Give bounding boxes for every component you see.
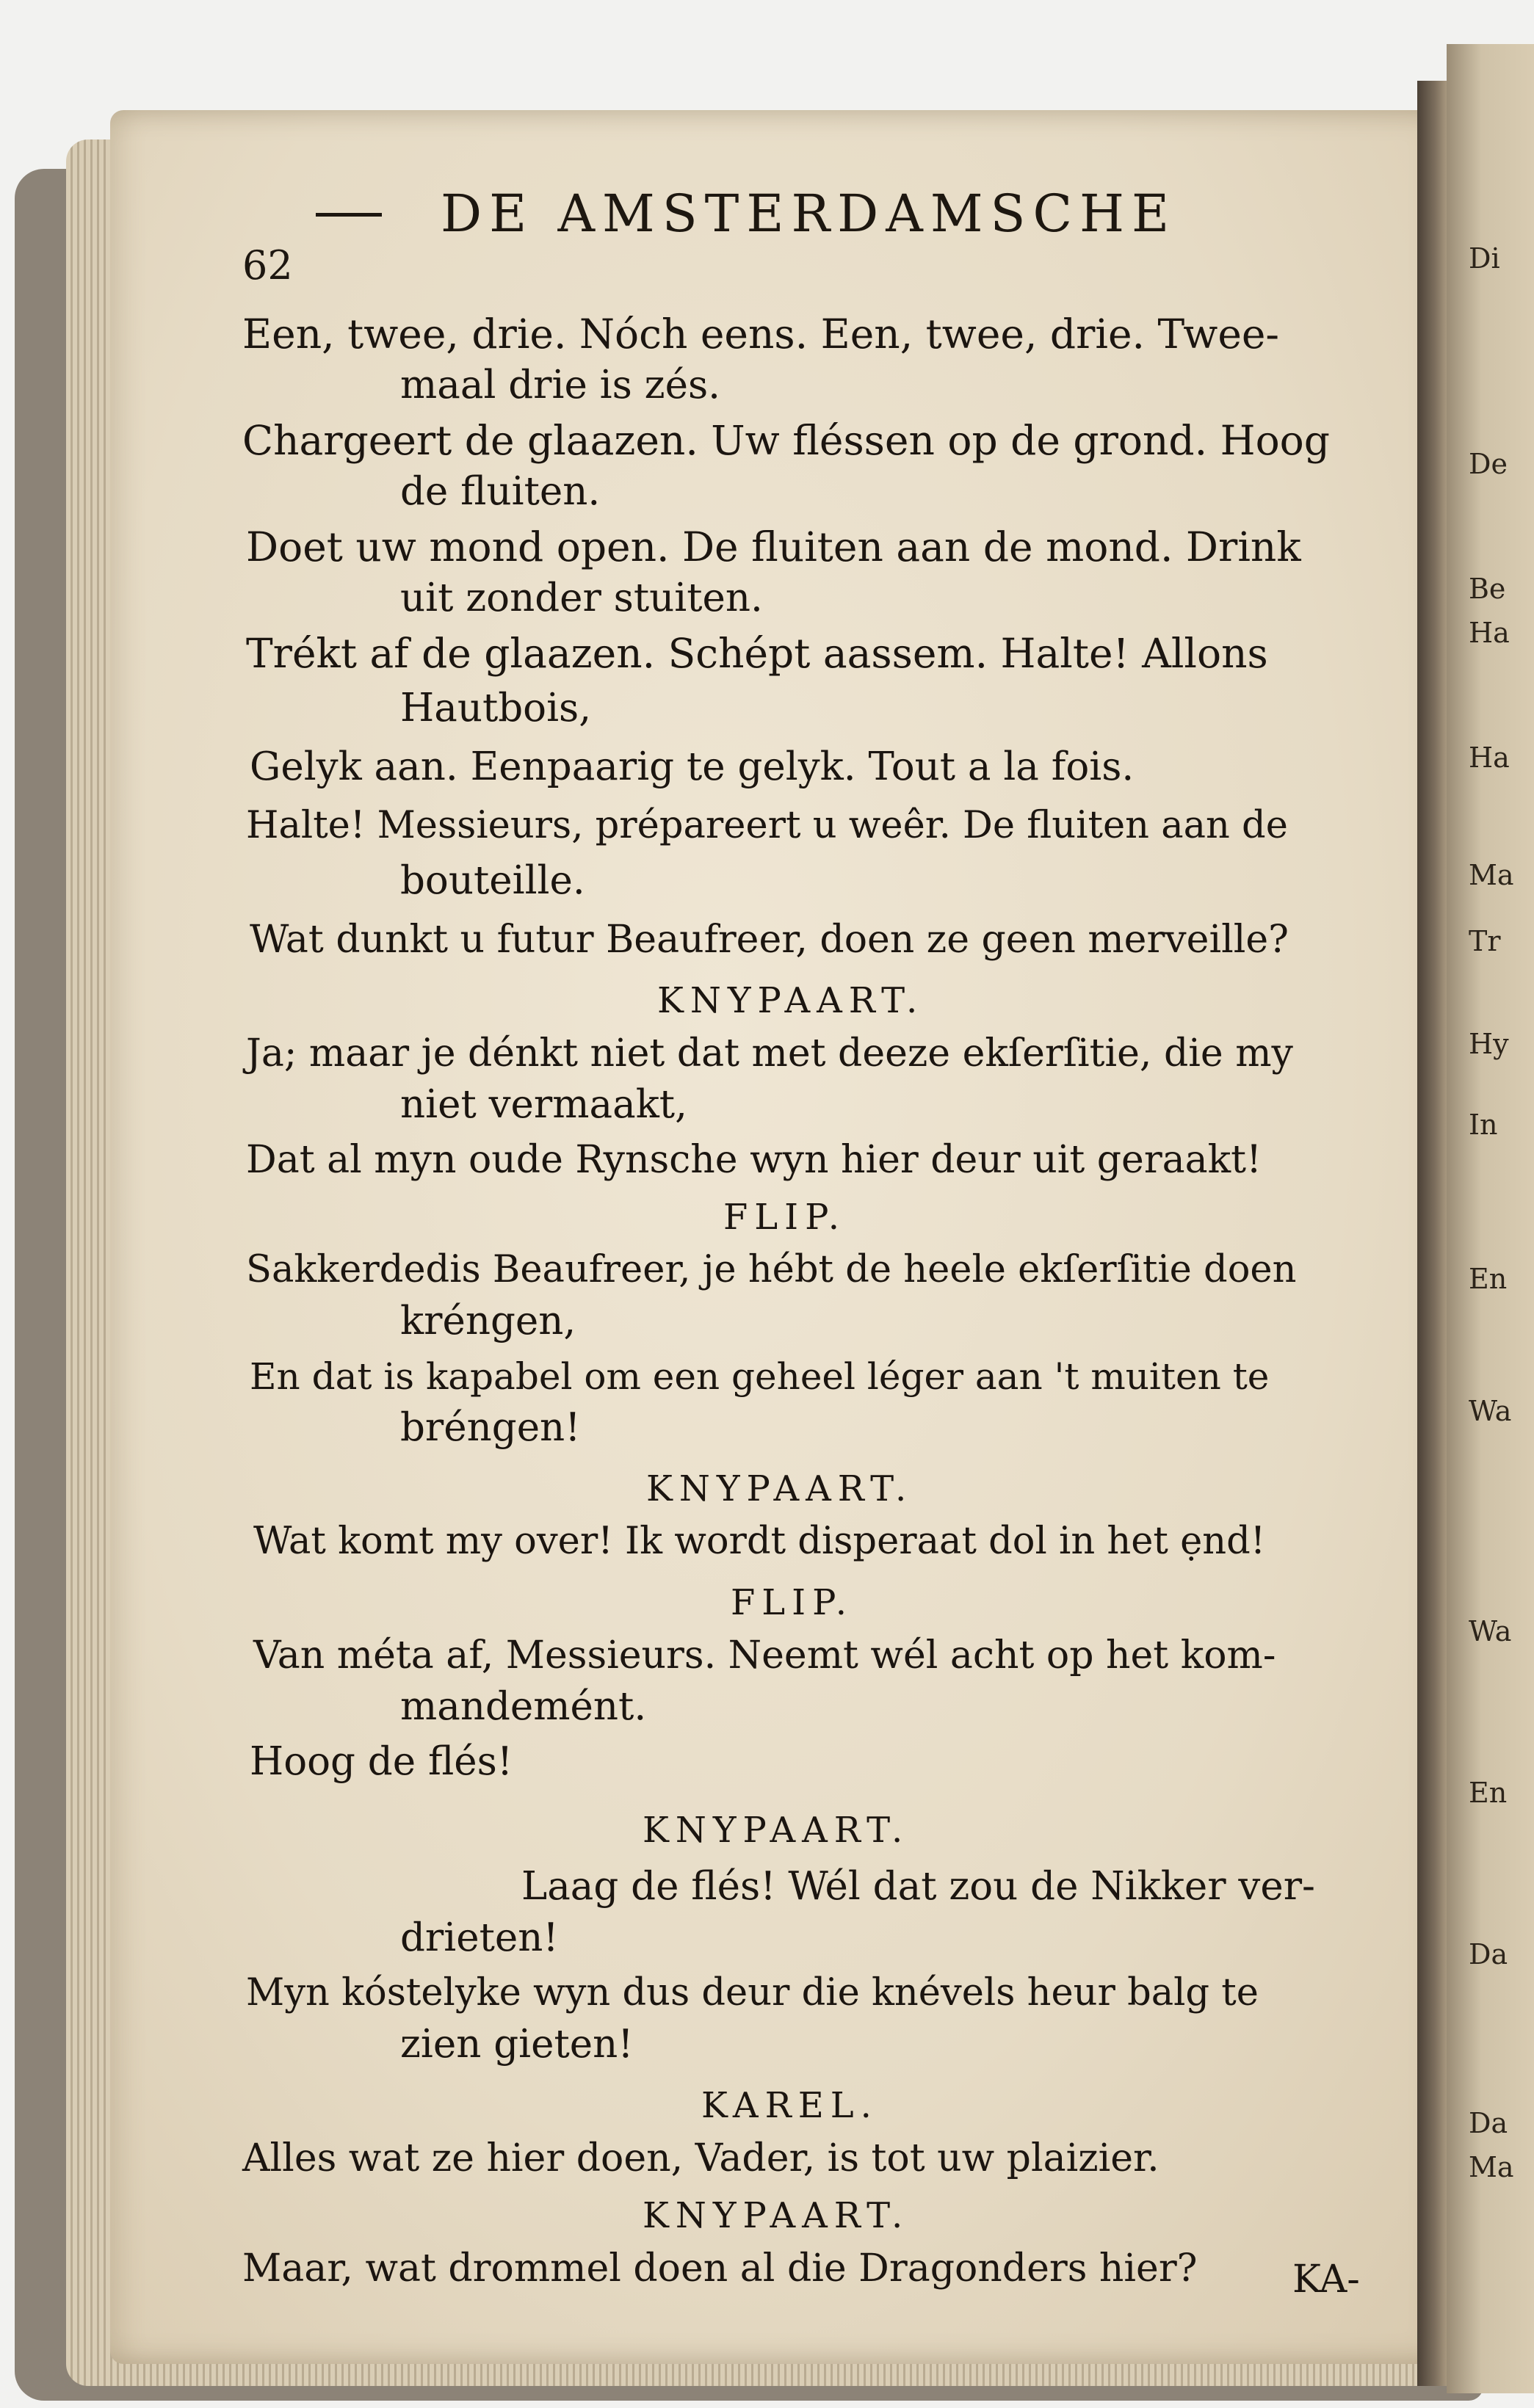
facing-page <box>1447 44 1534 2393</box>
line-29: Laag de flés! Wél dat zou de Nikker ver- <box>521 1864 1315 1909</box>
line-23: Wat komt my over! Ik wordt disperaat dol in het ẹnd! <box>253 1520 1266 1563</box>
facing-page-fragment: De <box>1469 448 1508 480</box>
line-6: uit zonder stuiten. <box>400 576 763 620</box>
line-26: mandemént. <box>400 1684 647 1729</box>
line-30: drieten! <box>400 1915 559 1960</box>
speaker-7: KNYPAART. <box>643 2195 910 2236</box>
speaker-5: KNYPAART. <box>643 1810 910 1851</box>
page-number: 62 <box>242 242 293 289</box>
line-12: Wat dunkt u futur Beaufreer, doen ze geen merveille? <box>250 918 1289 962</box>
line-32: zien gieten! <box>400 2022 634 2067</box>
line-5: Doet uw mond open. De fluiten aan de mond. Drink <box>246 523 1301 570</box>
line-9: Gelyk aan. Eenpaarig te gelyk. Tout a la fois. <box>250 744 1135 789</box>
facing-page-fragment: Ha <box>1469 617 1510 649</box>
speaker-3: KNYPAART. <box>646 1468 913 1509</box>
facing-page-fragment: Wa <box>1469 1615 1512 1647</box>
facing-page-fragment: Wa <box>1469 1395 1512 1427</box>
line-15: niet vermaakt, <box>400 1082 687 1127</box>
facing-page-fragment: Da <box>1469 1938 1508 1970</box>
line-2: maal drie is zés. <box>400 363 721 407</box>
facing-page-fragment: En <box>1469 1777 1508 1809</box>
line-20: En dat is kapabel om een geheel léger aan 't muiten te <box>250 1355 1270 1398</box>
facing-page-fragment: Ma <box>1469 859 1514 891</box>
line-19: kréngen, <box>400 1299 576 1343</box>
facing-page-fragment: Ha <box>1469 741 1510 774</box>
line-36: Maar, wat drommel doen al die Dragonders hier? <box>242 2246 1198 2291</box>
line-25: Van méta af, Messieurs. Neemt wél acht op het kom- <box>253 1633 1276 1678</box>
line-31: Myn kóstelyke wyn dus deur die knévels heur balg te <box>246 1971 1259 2014</box>
line-4: de fluiten. <box>400 469 601 514</box>
line-1: Een, twee, drie. Nóch eens. Een, twee, drie. Twee- <box>242 311 1280 358</box>
line-16: Dat al myn oude Rynsche wyn hier deur uit geraakt! <box>246 1138 1262 1182</box>
line-7: Trékt af de glaazen. Schépt aassem. Halte! Allons <box>246 630 1268 677</box>
speaker-2: FLIP. <box>723 1197 846 1238</box>
line-11: bouteille. <box>400 858 585 903</box>
line-34: Alles wat ze hier doen, Vader, is tot uw plaizier. <box>242 2136 1159 2180</box>
facing-page-fragment: Di <box>1469 242 1500 275</box>
line-27: Hoog de flés! <box>250 1739 513 1784</box>
speaker-6: KAREL. <box>701 2085 878 2126</box>
facing-page-fragment: Hy <box>1469 1028 1509 1060</box>
facing-page-fragment: Be <box>1469 573 1506 605</box>
facing-page-fragment: En <box>1469 1263 1508 1295</box>
line-10: Halte! Messieurs, prépareert u weêr. De fluiten aan de <box>246 804 1288 847</box>
facing-page-fragment: Da <box>1469 2107 1508 2139</box>
line-14: Ja; maar je dénkt niet dat met deeze ekſerſitie, die my <box>246 1031 1293 1076</box>
facing-page-fragment: Ma <box>1469 2151 1514 2183</box>
catchword: KA- <box>1292 2258 1360 2302</box>
page-header <box>242 184 1395 289</box>
facing-page-fragment: Tr <box>1469 925 1501 957</box>
line-8: Hautbois, <box>400 686 592 730</box>
speaker-1: KNYPAART. <box>657 980 925 1021</box>
line-3: Chargeert de glaazen. Uw fléssen op de grond. Hoog <box>242 417 1330 464</box>
facing-page-fragment: In <box>1469 1109 1498 1141</box>
line-18: Sakkerdedis Beaufreer, je hébt de heele ekſerſitie doen <box>246 1248 1297 1291</box>
running-title: DE AMSTERDAMSCHE <box>441 184 1177 244</box>
book-gutter <box>1417 81 1447 2386</box>
line-21: bréngen! <box>400 1405 581 1450</box>
header-rule <box>316 213 382 217</box>
speaker-4: FLIP. <box>731 1582 853 1623</box>
